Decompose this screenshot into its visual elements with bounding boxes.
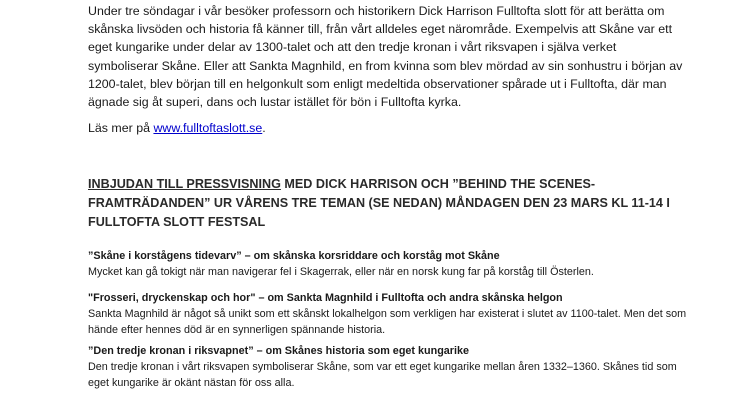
intro-paragraph: Under tre söndagar i vår besöker professorn och historikern Dick Harrison Fulltofta slott för att berätta om skånska livsöden och historia få känner till, från vårt alldeles eget närområde. Exempelvis att Skåne var ett eget kungarike under delar av 1300-talet och att den tredje kronan i vårt riksvapen i själva verket symboliserar Skåne. Eller att Sankta Magnhild, en from kvinna som blev mördad av sin sonhustru i början av 1200-talet, blev början till en helgonkult som enligt medeltida observationer spårade ut i Fulltofta, där man ägnade sig åt superi, dans och lustar istället för bön i Fulltofta kyrka. [88, 4, 683, 110]
theme-title: "Frosseri, dryckenskap och hor" – om Sankta Magnhild i Fulltofta och andra skånska helgon [88, 292, 563, 304]
heading-rest: MED DICK HARRISON OCH ”BEHIND THE SCENES-FRAMTRÄDANDEN” UR VÅRENS TRE TEMAN (SE NEDAN) MÅNDAGEN DEN 23 MARS KL 11-14 I FULLTOFTA SLOTT FESTSAL [88, 177, 670, 229]
read-more-line [88, 119, 266, 137]
theme-item [88, 343, 688, 391]
theme-title: ”Den tredje kronan i riksvapnet” – om Skånes historia som eget kungarike [88, 345, 470, 357]
theme-description: Sankta Magnhild är något så unikt som ett skånskt lokalhelgon som verkligen har existerat i slutet av 1100-talet. Men det som hände efter hennes död är en synnerligen spännande historia. [88, 308, 687, 336]
press-invitation-heading [88, 175, 673, 232]
heading-underlined-part: INBJUDAN TILL PRESSVISNING [88, 177, 281, 191]
read-more-prefix: Läs mer på [88, 121, 154, 135]
theme-item [88, 248, 688, 280]
theme-description: Mycket kan gå tokigt när man navigerar fel i Skagerrak, eller när en norsk kung far på korståg till Österlen. [88, 266, 594, 278]
theme-title: ”Skåne i korstågens tidevarv” – om skånska korsriddare och korståg mot Skåne [88, 250, 500, 262]
theme-description: Den tredje kronan i vårt riksvapen symboliserar Skåne, som var ett eget kungarike mellan åren 1332–1360. Skånes tid som eget kungarike är okänt nästan för oss alla. [88, 361, 677, 389]
website-link[interactable]: www.fulltoftaslott.se [153, 121, 263, 135]
read-more-suffix: . [262, 121, 266, 135]
theme-item [88, 290, 688, 338]
